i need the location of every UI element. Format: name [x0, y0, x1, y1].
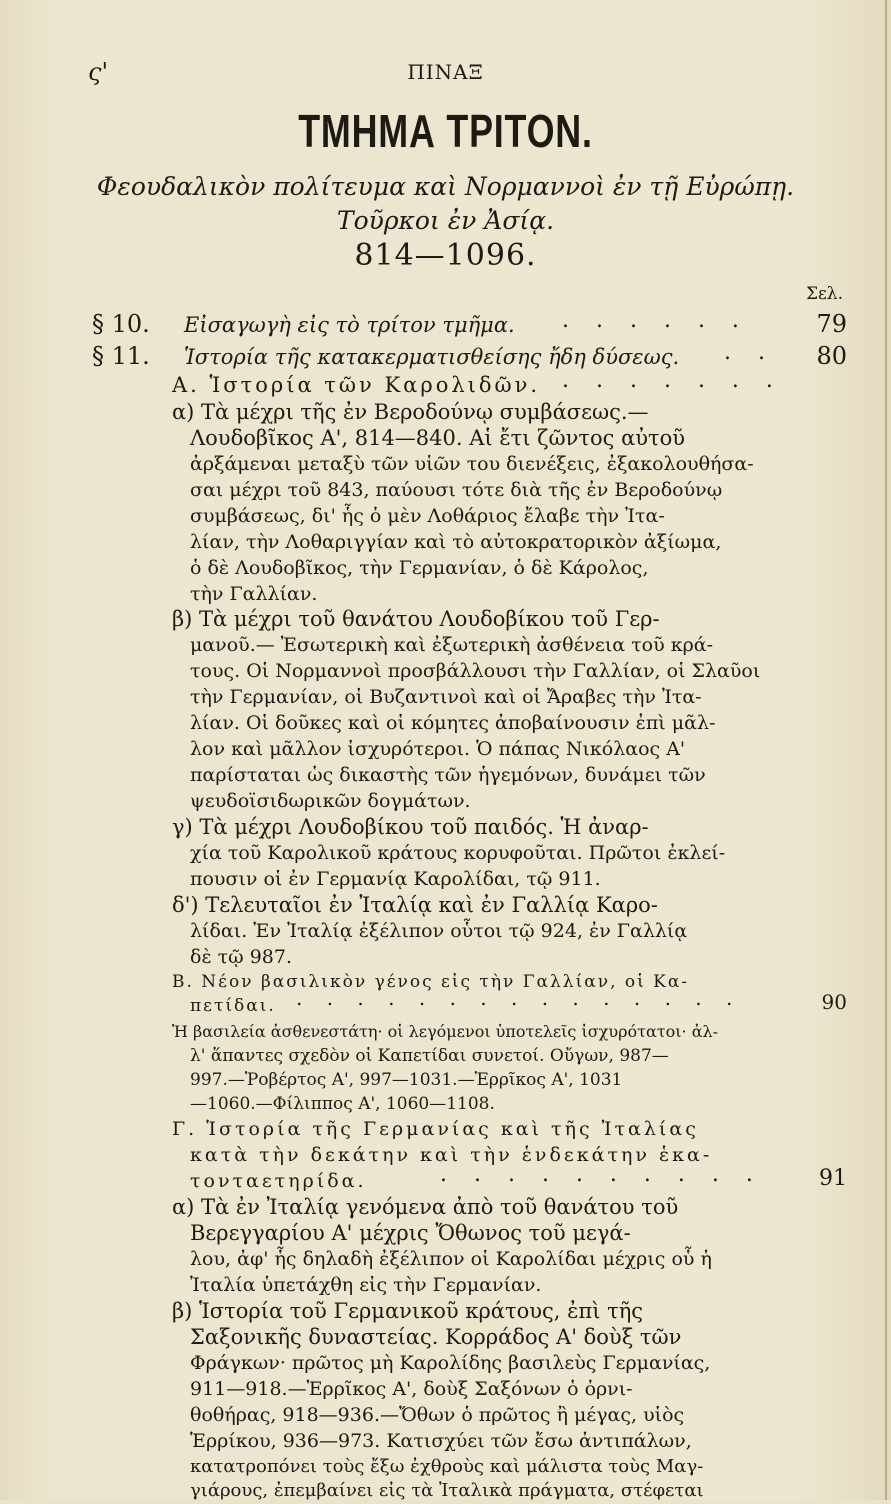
text-line: ἀρξάμεναι μεταξὺ τῶν υἱῶν του διενέξεις, ἐξακολουθήσα-: [190, 453, 754, 475]
text-line: Ἰταλία ὑπετάχθη εἰς τὴν Γερμανίαν.: [190, 1274, 542, 1296]
subsection-c-heading-cont: κατὰ τὴν δεκάτην καὶ τὴν ἑνδεκάτην ἑκα-: [190, 1144, 713, 1166]
text-line: Ἑρρίκου, 936—973. Κατισχύει τῶν ἔσω ἀντιπάλων,: [190, 1430, 692, 1452]
text-line: 911—918.—Ἑρρῖκος Α', δοὺξ Σαξόνων ὁ ὀρνι-: [190, 1378, 633, 1400]
toc-entry-11: Ἱστορία τῆς κατακερματισθείσης ἤδη δύσεως.: [184, 345, 680, 369]
text-line: κατατροπόνει τοὺς ἔξω ἐχθροὺς καὶ μάλιστα τοὺς Μαγ-: [190, 1456, 704, 1477]
subtitle-line-1: Φεουδαλικὸν πολίτευμα καὶ Νορμαννοὶ ἐν τῇ Εὐρώπῃ.: [96, 172, 795, 201]
text-line: ὁ δὲ Λουδοβῖκος, τὴν Γερμανίαν, ὁ δὲ Κάρολος,: [190, 557, 649, 579]
section-mark-11: § 11.: [92, 342, 150, 370]
text-line: λον καὶ μᾶλλον ἰσχυρότεροι. Ὁ πάπας Νικόλαος Α': [190, 738, 686, 760]
text-line: λίδαι. Ἐν Ἰταλίᾳ ἐξέλιπον οὗτοι τῷ 924, ἐν Γαλλίᾳ: [190, 920, 688, 942]
text-line: Λουδοβῖκος Α', 814—840. Αἱ ἔτι ζῶντος αὐτοῦ: [190, 426, 686, 450]
subsection-c-heading: Γ. Ἱστορία τῆς Γερμανίας καὶ τῆς Ἰταλίας: [172, 1118, 699, 1140]
leader-dots-b: . . . . . . . . . . . . . . .: [296, 986, 742, 1010]
text-line: Ἡ βασιλεία ἀσθενεστάτη· οἱ λεγόμενοι ὑποτελεῖς ἰσχυρότατοι· ἀλ-: [172, 1022, 719, 1041]
year-range: 814—1096.: [354, 238, 537, 273]
toc-page-10: 79: [816, 310, 847, 338]
text-line: δὲ τῷ 987.: [190, 946, 293, 968]
text-line: γ) Τὰ μέχρι Λουδοβίκου τοῦ παιδός. Ἡ ἀναρ-: [172, 815, 649, 839]
text-line: Βερεγγαρίου Α' μέχρις Ὄθωνος τοῦ μεγά-: [190, 1221, 631, 1245]
text-line: γιάρους, ἐπεμβαίνει εἰς τὰ Ἰταλικὰ πράγματα, στέφεται: [190, 1480, 704, 1501]
text-line: σαι μέχρι τοῦ 843, παύουσι τότε διὰ τῆς ἐν Βεροδούνῳ: [190, 479, 723, 501]
text-line: λου, ἀφ' ἧς δηλαδὴ ἐξέλιπον οἱ Καρολίδαι μέχρις οὗ ἡ: [190, 1248, 712, 1270]
text-line: τὴν Γαλλίαν.: [190, 583, 318, 605]
leader-dots-11: . .: [724, 340, 775, 365]
text-line: δ') Τελευταῖοι ἐν Ἰταλίᾳ καὶ ἐν Γαλλίᾳ Καρο-: [172, 893, 658, 917]
page-number: ς': [88, 58, 109, 86]
toc-page-b: 90: [821, 990, 847, 1014]
subsection-a-heading: Α. Ἱστορία τῶν Καρολιδῶν.: [172, 373, 541, 397]
running-title: ΠΙΝΑΞ: [407, 60, 484, 84]
text-line: α) Τὰ ἐν Ἰταλίᾳ γενόμενα ἀπὸ τοῦ θανάτου τοῦ: [172, 1195, 679, 1219]
toc-page-c: 91: [819, 1166, 847, 1191]
subsection-b-heading-cont: πετίδαι.: [190, 996, 276, 1016]
toc-page-11: 80: [816, 342, 847, 370]
text-line: συμβάσεως, δι' ἧς ὁ μὲν Λοθάριος ἔλαβε τὴν Ἰτα-: [190, 505, 665, 527]
section-mark-10: § 10.: [92, 310, 150, 338]
text-line: Σαξονικῆς δυναστείας. Κορράδος Α' δοὺξ τῶν: [190, 1325, 682, 1349]
text-line: ψευδοϊσιδωρικῶν δογμάτων.: [190, 790, 471, 812]
text-line: λίαν, τὴν Λοθαριγγίαν καὶ τὸ αὐτοκρατορικὸν ἀξίωμα,: [190, 531, 722, 553]
leader-dots-c: . . . . . . . . . .: [440, 1162, 763, 1187]
text-line: θοθήρας, 918—936.—Ὄθων ὁ πρῶτος ἢ μέγας, υἱὸς: [190, 1404, 685, 1426]
text-line: μανοῦ.— Ἐσωτερικὴ καὶ ἐξωτερικὴ ἀσθένεια τοῦ κρά-: [190, 634, 713, 656]
toc-entry-10: Εἰσαγωγὴ εἰς τὸ τρίτον τμῆμα.: [184, 313, 515, 337]
text-line: λ' ἅπαντες σχεδὸν οἱ Καπετίδαι συνετοί. Οὔγων, 987—: [190, 1046, 669, 1066]
text-line: τὴν Γερμανίαν, οἱ Βυζαντινοὶ καὶ οἱ Ἄραβες τὴν Ἰτα-: [190, 686, 702, 708]
text-line: τους. Οἱ Νορμαννοὶ προσβάλλουσι τὴν Γαλλίαν, οἱ Σλαῦοι: [190, 660, 761, 682]
text-line: —1060.—Φίλιππος Α', 1060—1108.: [190, 1094, 495, 1114]
leader-dots-10: . . . . . .: [562, 308, 749, 333]
text-line: Φράγκων· πρῶτος μὴ Καρολίδης βασιλεὺς Γερμανίας,: [190, 1352, 711, 1374]
text-line: πουσιν οἱ ἐν Γερμανίᾳ Καρολίδαι, τῷ 911.: [190, 868, 601, 890]
subtitle-line-2: Τοῦρκοι ἐν Ἀσίᾳ.: [336, 206, 555, 235]
subsection-c-heading-cont: τονταετηρίδα.: [190, 1170, 367, 1192]
text-line: χία τοῦ Καρολικοῦ κράτους κορυφοῦται. Πρῶτοι ἐκλεί-: [190, 842, 726, 864]
text-line: α) Τὰ μέχρι τῆς ἐν Βεροδούνῳ συμβάσεως.—: [172, 400, 649, 424]
text-line: β) Ἱστορία τοῦ Γερμανικοῦ κράτους, ἐπὶ τῆς: [172, 1299, 644, 1323]
page-column-label: Σελ.: [805, 284, 843, 304]
subsection-b-heading: Β. Νέον βασιλικὸν γένος εἰς τὴν Γαλλίαν, οἱ Κα-: [172, 972, 690, 992]
leader-dots-a: . . . . . . .: [562, 368, 783, 393]
text-line: 997.—Ῥοβέρτος Α', 997—1031.—Ἑρρῖκος Α', 1031: [190, 1070, 623, 1090]
text-line: παρίσταται ὡς δικαστὴς τῶν ἡγεμόνων, δυνάμει τῶν: [190, 764, 706, 786]
text-line: β) Τὰ μέχρι τοῦ θανάτου Λουδοβίκου τοῦ Γερ-: [172, 607, 660, 631]
section-title: ΤΜΗΜΑ ΤΡΙΤΟΝ.: [298, 105, 593, 157]
text-line: λίαν. Οἱ δοῦκες καὶ οἱ κόμητες ἀποβαίνουσιν ἐπὶ μᾶλ-: [190, 712, 716, 734]
